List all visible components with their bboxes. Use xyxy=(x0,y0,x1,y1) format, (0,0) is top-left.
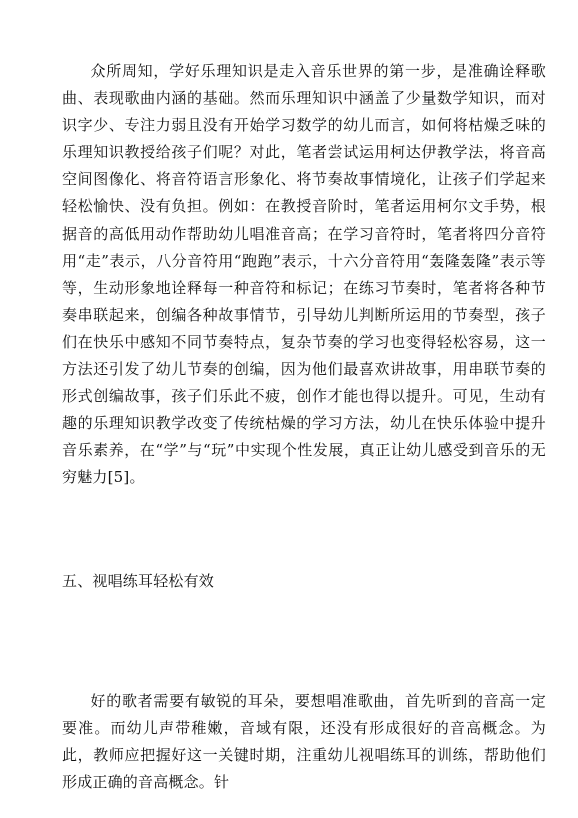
body-paragraph: 好的歌者需要有敏锐的耳朵，要想唱准歌曲，首先听到的音高一定要准。而幼儿声带稚嫩，音域有限，还没有形成很好的音高概念。为此，教师应把握好这一关键时期，注重幼儿视唱练耳的训练，帮助他们形成正确的音高概念。针 xyxy=(62,692,546,792)
body-paragraph: 众所周知，学好乐理知识是走入音乐世界的第一步，是准确诠释歌曲、表现歌曲内涵的基础。然而乐理知识中涵盖了少量数学知识，而对识字少、专注力弱且没有开始学习数学的幼儿而言，如何将枯燥乏味的乐理知识教授给孩子们呢？对此，笔者尝试运用柯达伊教学法，将音高空间图像化、将音符语言形象化、将节奏故事情境化，让孩子们学起来轻松愉快、没有负担。例如：在教授音阶时，笔者运用柯尔文手势，根据音的高低用动作帮助幼儿唱准音高；在学习音符时，笔者将四分音符用“走”表示，八分音符用“跑跑”表示，十六分音符用“轰隆轰隆”表示等等，生动形象地诠释每一种音符和标记；在练习节奏时，笔者将各种节奏串联起来，创编各种故事情节，引导幼儿判断所运用的节奏型，孩子们在快乐中感知不同节奏特点，复杂节奏的学习也变得轻松容易，这一方法还引发了幼儿节奏的创编，因为他们最喜欢讲故事，用串联节奏的形式创编故事，孩子们乐此不疲，创作才能也得以提升。可见，生动有趣的乐理知识教学改变了传统枯燥的学习方法，幼儿在快乐体验中提升音乐素养，在“学”与“玩”中实现个性发展，真正让幼儿感受到音乐的无穷魅力[5]。 xyxy=(62,62,546,487)
section-heading: 五、视唱练耳轻松有效 xyxy=(62,572,215,590)
